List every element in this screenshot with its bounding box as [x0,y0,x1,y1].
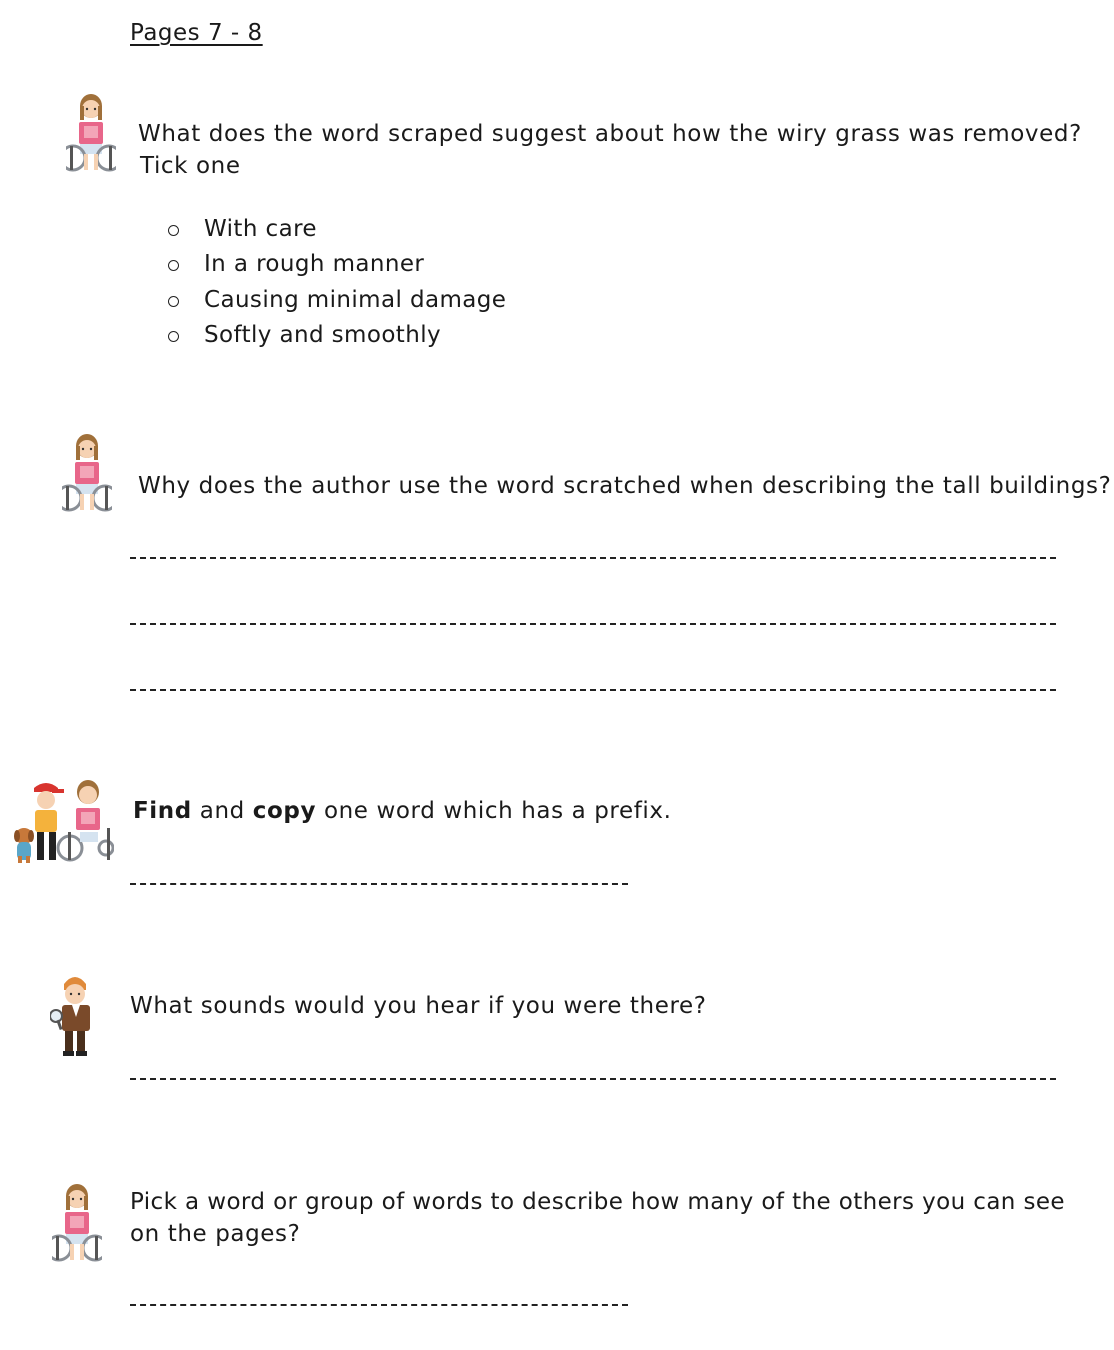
checkbox-circle[interactable] [168,296,179,307]
girl-wheelchair-reading-icon [66,92,116,172]
children-and-dog-icon [12,778,114,864]
question-5-text-line-2: on the pages? [130,1221,301,1247]
option-label: Causing minimal damage [204,287,507,313]
option-label: Softly and smoothly [204,322,442,348]
answer-line[interactable] [130,689,1056,691]
find-keyword: Find [133,798,192,824]
answer-line[interactable] [130,557,1056,559]
detective-boy-icon [50,972,100,1058]
girl-wheelchair-reading-icon [52,1182,102,1262]
option-minimal-damage[interactable] [204,287,506,313]
answer-line[interactable] [130,883,628,885]
answer-line[interactable] [130,1304,628,1306]
copy-keyword: copy [252,798,317,824]
girl-wheelchair-reading-icon [62,432,112,512]
question-3-text: Find and copy one word which has a prefix. [133,798,672,824]
option-label: With care [204,216,317,242]
question-5-text-line-1: Pick a word or group of words to describe how many of the others you can see [130,1189,1065,1215]
question-1-instruction: Tick one [140,153,241,179]
page-title: Pages 7 - 8 [130,20,263,46]
checkbox-circle[interactable] [168,225,179,236]
checkbox-circle[interactable] [168,331,179,342]
answer-line[interactable] [130,1078,1056,1080]
option-label: In a rough manner [204,251,425,277]
checkbox-circle[interactable] [168,260,179,271]
question-4-text: What sounds would you hear if you were there? [130,993,707,1019]
answer-line[interactable] [130,623,1056,625]
question-1-text: What does the word scraped suggest about how the wiry grass was removed? [138,121,1082,147]
option-with-care[interactable] [204,216,317,242]
option-rough-manner[interactable] [204,251,424,277]
question-2-text: Why does the author use the word scratched when describing the tall buildings? [138,473,1112,499]
option-softly-smoothly[interactable] [204,322,441,348]
